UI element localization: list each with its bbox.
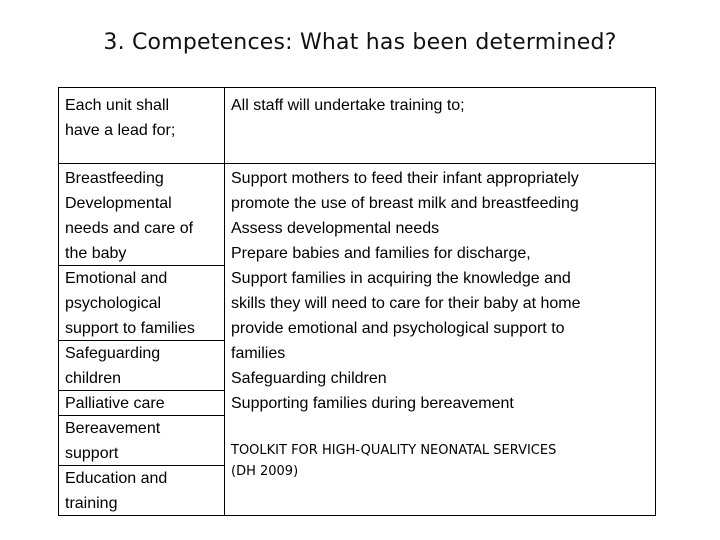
header-lead-line: Each unit shall (65, 97, 170, 114)
lead-area-line: Emotional and (65, 270, 168, 287)
competences-table (58, 87, 656, 516)
lead-area-line: Safeguarding (65, 345, 161, 362)
training-line: skills they will need to care for their baby at home (231, 295, 581, 312)
header-row-divider (59, 163, 655, 164)
lead-area-line: needs and care of (65, 220, 194, 237)
lead-area-item (59, 391, 224, 416)
lead-area-item (59, 166, 224, 191)
training-line: promote the use of breast milk and breastfeeding (231, 195, 579, 212)
lead-area-line: training (65, 495, 118, 512)
column-divider (224, 88, 225, 515)
slide-title: 3. Competences: What has been determined? (103, 30, 617, 55)
lead-area-item (59, 266, 224, 341)
training-line: Safeguarding children (231, 370, 387, 387)
lead-area-line: Education and (65, 470, 168, 487)
training-line: provide emotional and psychological support to (231, 320, 565, 337)
training-line: Supporting families during bereavement (231, 395, 514, 412)
lead-area-line: the baby (65, 245, 127, 262)
training-line: Assess developmental needs (231, 220, 440, 237)
training-line: Prepare babies and families for discharge, (231, 245, 531, 262)
header-lead-cell (65, 93, 220, 143)
lead-area-line: Bereavement (65, 420, 161, 437)
lead-areas-list (59, 166, 224, 516)
training-line: Support families in acquiring the knowledge and (231, 270, 571, 287)
header-lead-line: have a lead for; (65, 122, 176, 139)
lead-area-item (59, 341, 224, 391)
lead-area-line: support (65, 445, 119, 462)
header-training-cell: All staff will undertake training to; (231, 97, 465, 114)
lead-area-item (59, 466, 224, 516)
lead-area-item (59, 191, 224, 266)
lead-area-line: Developmental (65, 195, 172, 212)
training-line: families (231, 345, 286, 362)
lead-area-line: support to families (65, 320, 195, 337)
lead-area-item (59, 416, 224, 466)
training-list (231, 166, 651, 416)
training-line: Support mothers to feed their infant appropriately (231, 170, 579, 187)
lead-area-line: Palliative care (65, 395, 165, 412)
lead-area-line: children (65, 370, 122, 387)
source-line: (DH 2009) (231, 464, 299, 479)
source-line: TOOLKIT FOR HIGH-QUALITY NEONATAL SERVICES (231, 443, 557, 458)
lead-area-line: psychological (65, 295, 162, 312)
lead-area-line: Breastfeeding (65, 170, 164, 187)
source-citation (231, 440, 641, 482)
